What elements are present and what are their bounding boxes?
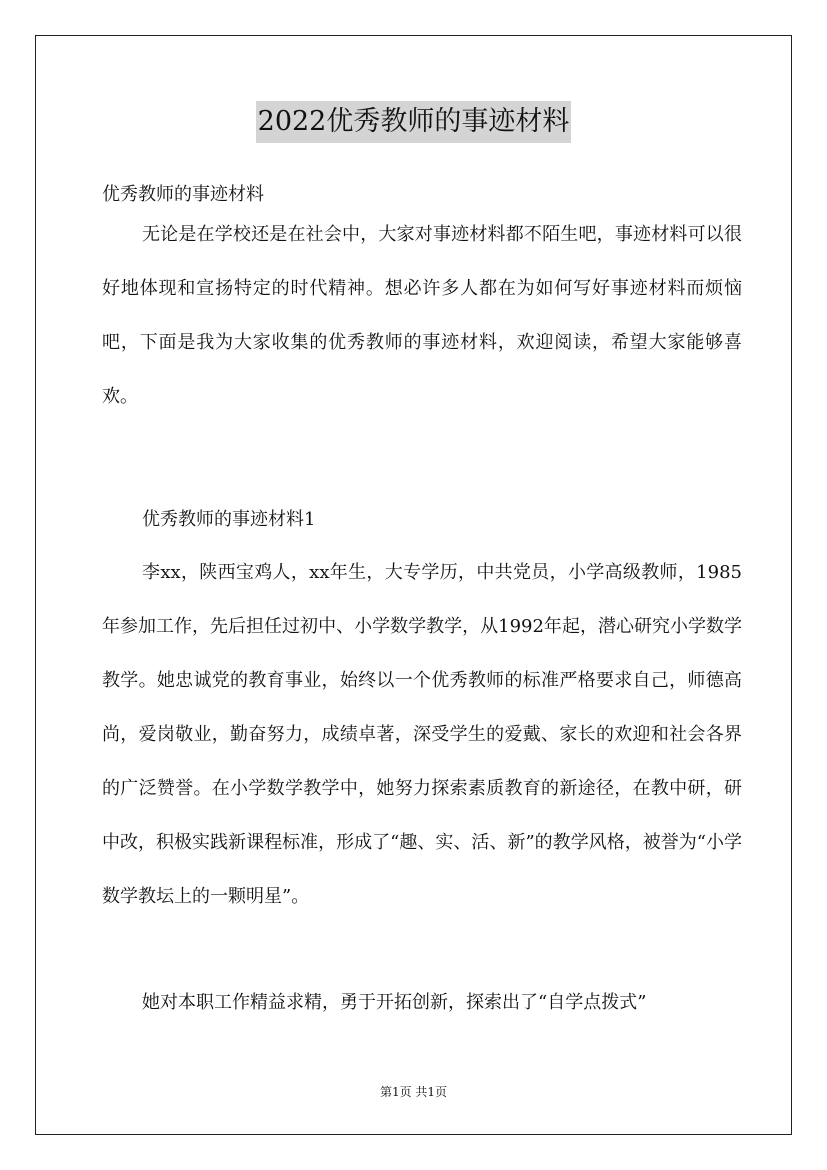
intro-paragraph: 无论是在学校还是在社会中，大家对事迹材料都不陌生吧，事迹材料可以很好地体现和宣扬特定的时代精神。想必许多人都在为如何写好事迹材料而烦恼吧，下面是我为大家收集的优秀教师的事迹材料，欢迎阅读，希望大家能够喜欢。	[102, 224, 742, 407]
section-paragraph-continued: 她对本职工作精益求精，勇于开拓创新，探索出了“自学点拨式”	[142, 992, 647, 1013]
document-subtitle: 优秀教师的事迹材料	[102, 184, 264, 205]
section-heading: 优秀教师的事迹材料1	[142, 509, 316, 530]
page-footer: 第1页 共1页	[379, 1085, 448, 1099]
document-title-text: 2022优秀教师的事迹材料	[256, 101, 572, 143]
section-paragraph: 李xx，陕西宝鸡人，xx年生，大专学历，中共党员，小学高级教师，1985年参加工作，先后担任过初中、小学数学教学，从1992年起，潜心研究小学数学教学。她忠诚党的教育事业，始终以一个优秀教师的标准严格要求自己，师德高尚，爱岗敬业，勤奋努力，成绩卓著，深受学生的爱戴、家长的欢迎和社会各界的广泛赞誉。在小学数学教学中，她努力探索素质教育的新途径，在教中研，研中改，积极实践新课程标准，形成了“趣、实、活、新”的教学风格，被誉为“小学数学教坛上的一颗明星”。	[102, 562, 742, 907]
document-title	[0, 100, 827, 143]
